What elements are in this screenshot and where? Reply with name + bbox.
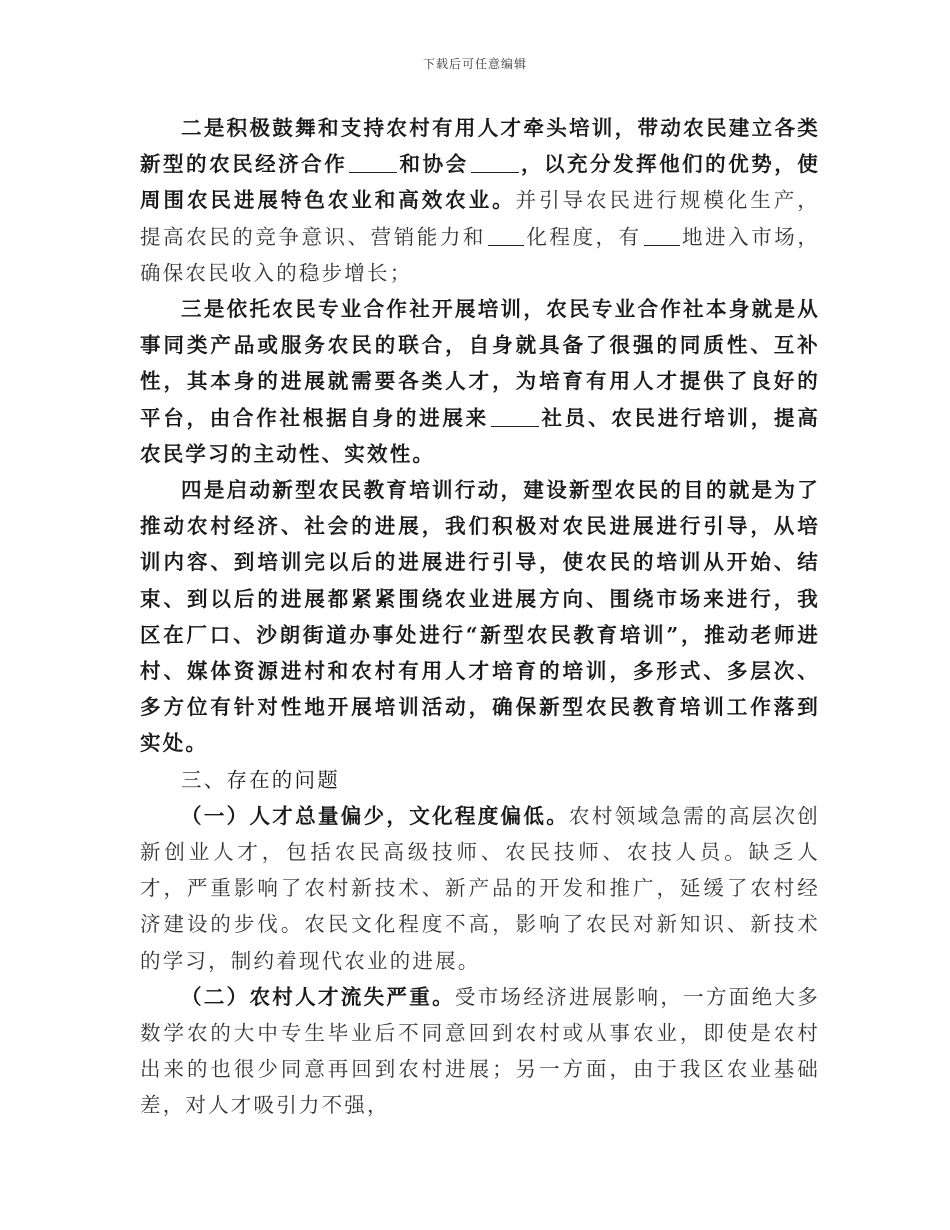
paragraph-2 [140,110,820,291]
issue-1 [140,798,820,979]
paragraph-3-text-2: 社员、农民进行培训，提高农民学习的主动性、实效性。 [140,405,820,466]
paragraph-4: 四是启动新型农民教育培训行动，建设新型农民的目的就是为了推动农村经济、社会的进展，我们积极对农民进展进行引导，从培训内容、到培训完以后的进展进行引导，使农民的培训从开始、结束、到以后的进展都紧紧围绕农业进展方向、围绕市场来进行，我区在厂口、沙朗街道办事处进行“新型农民教育培训”，推动老师进村、媒体资源进村和农村有用人才培育的培训，多形式、多层次、多方位有针对性地开展培训活动，确保新型农民教育培训工作落到实处。 [140,478,820,756]
issue-2 [140,979,820,1124]
section-title: 三、存在的问题 [181,767,340,792]
fill-blank [491,405,539,427]
paragraph-2-text-2: 化程度，有 [525,224,642,249]
issue-1-heading: （一）人才总量偏少，文化程度偏低。 [181,803,570,828]
paragraph-2-bold-3: ，以充分发挥他们的优势，使周围农民进展特色农业和高效农业。 [140,152,820,213]
paragraph-3 [140,291,820,472]
fill-blank [644,224,680,246]
paragraph-2-text-1: 并引导农民进行规模化生产，提高农民的竞争意识、营销能力和 [140,188,820,249]
paragraph-2-text-3: 地进入市场，确保农民收入的稳步增长； [140,224,821,285]
fill-blank [471,152,519,174]
document-body [140,110,820,1124]
paragraph-2-bold-2: 和协会 [399,152,469,177]
issue-1-text: 农村领域急需的高层次创新创业人才，包括农民高级技师、农民技师、农技人员。缺乏人才，严重影响了农村新技术、新产品的开发和推广，延缓了农村经济建设的步伐。农民文化程度不高，影响了农民对新知识、新技术的学习，制约着现代农业的进展。 [140,803,821,973]
issue-2-text: 受市场经济进展影响，一方面绝大多数学农的大中专生毕业后不同意回到农村或从事农业，即使是农村出来的也很少同意再回到农村进展；另一方面，由于我区农业基础差，对人才吸引力不强， [140,984,820,1118]
fill-blank [349,152,397,174]
page-header: 下载后可任意编辑 [422,57,527,71]
fill-blank [488,224,524,246]
issue-2-heading: （二）农村人才流失严重。 [181,984,455,1009]
paragraph-2-bold-1: 二是积极鼓舞和支持农村有用人才牵头培训，带动农民建立各类新型的农民经济合作 [140,116,820,177]
paragraph-3-text-1: 三是依托农民专业合作社开展培训，农民专业合作社本身就是从事同类产品或服务农民的联合，自身就具备了很强的同质性、互补性，其本身的进展就需要各类人才，为培育有用人才提供了良好的平台，由合作社根据自身的进展来 [140,297,820,430]
